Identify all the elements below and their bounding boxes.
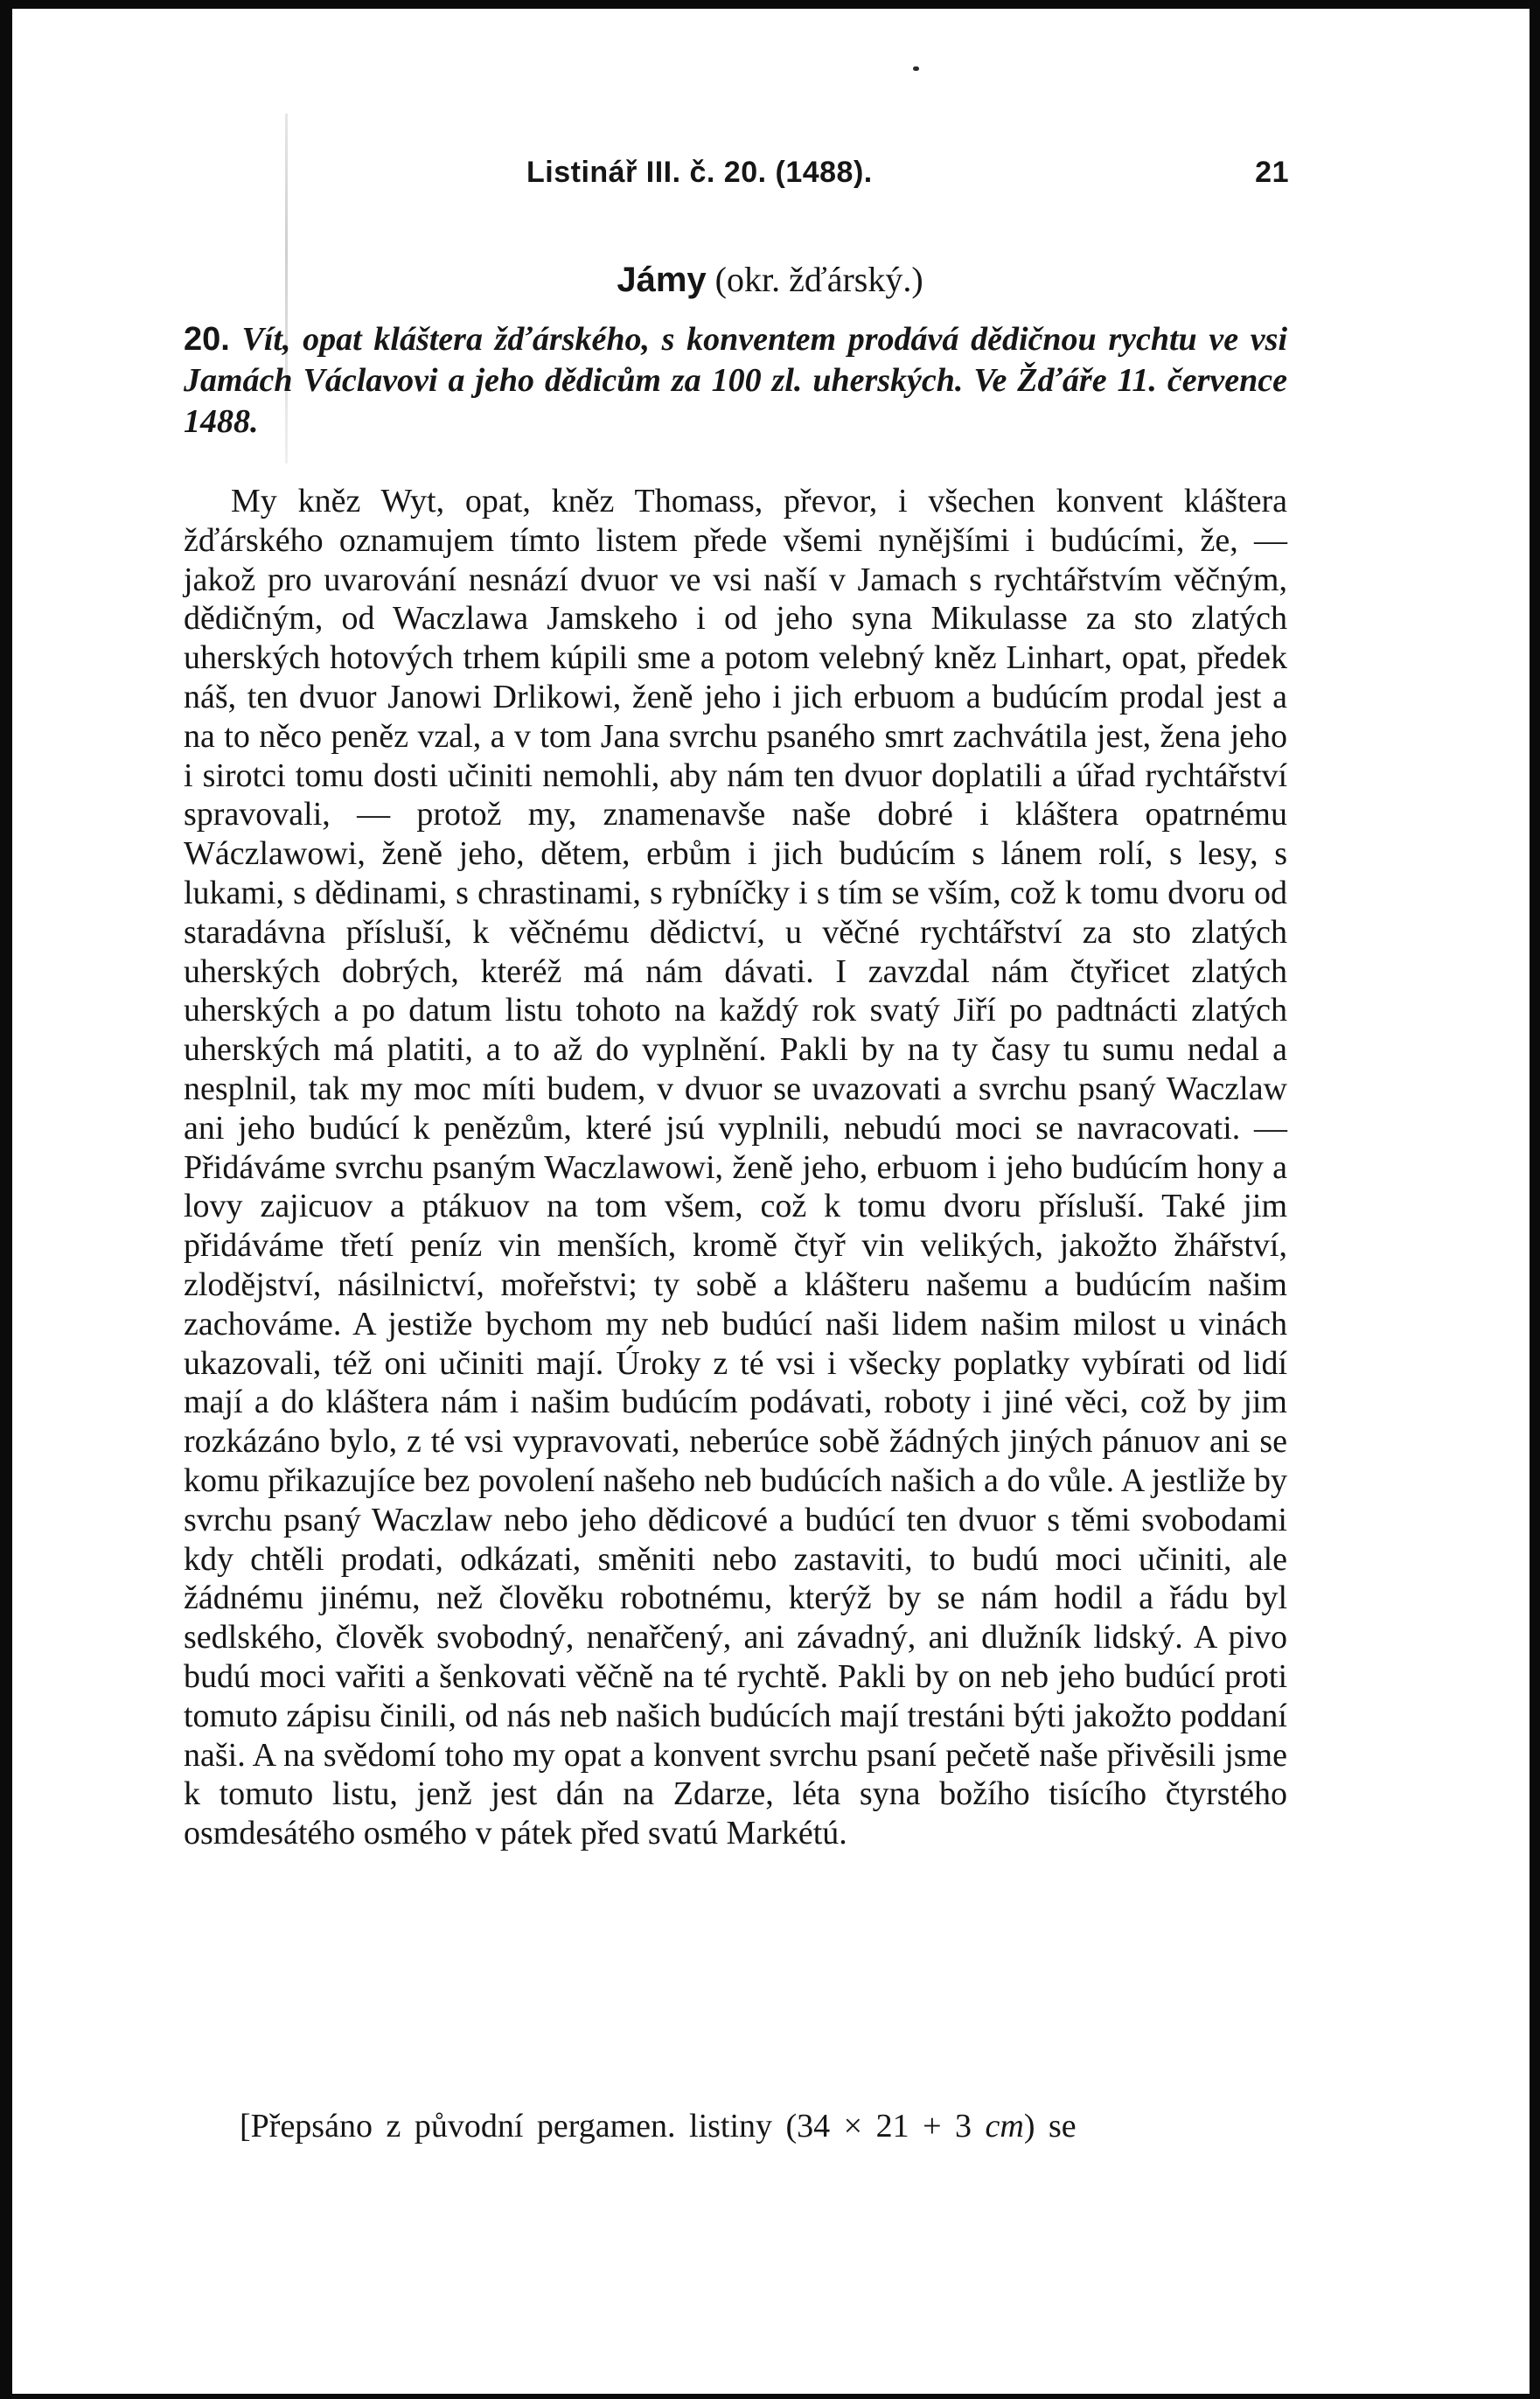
note-text: [Přepsáno z původní pergamen. listiny (34 × 21 + 3: [240, 2108, 986, 2144]
document-summary: [184, 319, 1287, 443]
note-unit: cm: [985, 2108, 1024, 2144]
document-number: 20.: [184, 321, 230, 358]
transcription-note: [184, 2106, 1287, 2146]
summary-text: Vít, opat kláštera žďárského, s konventem prodává dědičnou rychtu ve vsi Jamách Václavovi a jeho dědicům za 100 zl. uherských. Ve Žďáře 11. července 1488.: [184, 321, 1288, 440]
note-text-end: ) se: [1023, 2108, 1077, 2144]
district-label: (okr. žďárský.): [714, 260, 923, 299]
page-number: 21: [1255, 156, 1289, 189]
place-name: Jámy: [617, 261, 707, 299]
place-heading: [0, 259, 1540, 300]
scan-speck: [913, 66, 919, 71]
running-title: Listinář III. č. 20. (1488).: [526, 156, 873, 189]
charter-text: [184, 482, 1287, 1853]
charter-paragraph: My kněz Wyt, opat, kněz Thomass, převor, i všechen konvent kláštera žďárského oznamujem tímto listem přede všemi nynějšími i budúcími, že, — jakož pro uvarování nesnází dvuor ve vsi naší v Jamach s rychtářstvím věčným, dědičným, od Waczlawa Jamskeho i od jeho syna Mikulasse za sto zlatých uherských hotových trhem kúpili sme a potom velebný kněz Linhart, opat, předek náš, ten dvuor Janowi Drlikowi, ženě jeho i jich erbuom a budúcím prodal jest a na to něco peněz vzal, a v tom Jana svrchu psaného smrt zachvátila jest, žena jeho i sirotci tomu dosti učiniti nemohli, aby nám ten dvuor doplatili a úřad rychtářství spravovali, — protož my, znamenavše naše dobré i kláštera opatrnému Wáczlawowi, ženě jeho, dětem, erbům i jich budúcím s lánem rolí, s lesy, s lukami, s dědinami, s chrastinami, s rybníčky i s tím se vším, což k tomu dvoru od staradávna přísluší, k věčnému dědictví, u věčné rychtářství za sto zlatých uherských dobrých, kteréž má nám dávati. I zavzdal nám čtyřicet zlatých uherských a po datum listu tohoto na každý rok svatý Jiří po padtnácti zlatých uherských má platiti, a to až do vyplnění. Pakli by na ty časy tu sumu nedal a nesplnil, tak my moc míti budem, v dvuor se uvazovati a svrchu psaný Waczlaw ani jeho budúcí k penězům, které jsú vyplnili, nebudú moci se navracovati. — Přidáváme svrchu psaným Waczlawowi, ženě jeho, erbuom i jeho budúcím hony a lovy zajicuov a ptákuov na tom všem, což k tomu dvoru přísluší. Také jim přidáváme třetí peníz vin menších, kromě čtyř vin velikých, jakožto žhářství, zlodějství, násilnictví, mořeřstvi; ty sobě a klášteru našemu a budúcím našim zachováme. A jestiže bychom my neb budúcí naši lidem našim milost u vinách ukazovali, též oni učiniti mají. Úroky z té vsi i všecky poplatky vybírati od lidí mají a do kláštera nám i našim budúcím podávati, roboty i jiné věci, což by jim rozkázáno bylo, z té vsi vypravovati, neberúce sobě žádných jiných pánuov ani se komu přikazujíce bez povolení našeho neb budúcích našich a do vůle. A jestliže by svrchu psaný Waczlaw nebo jeho dědicové a budúcí ten dvuor s těmi svobodami kdy chtěli prodati, odkázati, směniti nebo zastaviti, to budú moci učiniti, ale žádnému jinému, než člověku robotnému, kterýž by se nám hodil a řádu byl sedlského, člověk svobodný, nenařčený, ani závadný, ani dlužník lidský. A pivo budú moci vařiti a šenkovati věčně na té rychtě. Pakli by on neb jeho budúcí proti tomuto zápisu činili, od nás neb našich budúcích mají trestáni býti jakožto poddaní naši. A na svědomí toho my opat a konvent svrchu psaní pečetě naše přivěsili jsme k tomuto listu, jenž jest dán na Zdarze, léta syna božího tisícího čtyrstého osmdesátého osmého v pátek před svatú Markétú.: [184, 483, 1287, 1852]
